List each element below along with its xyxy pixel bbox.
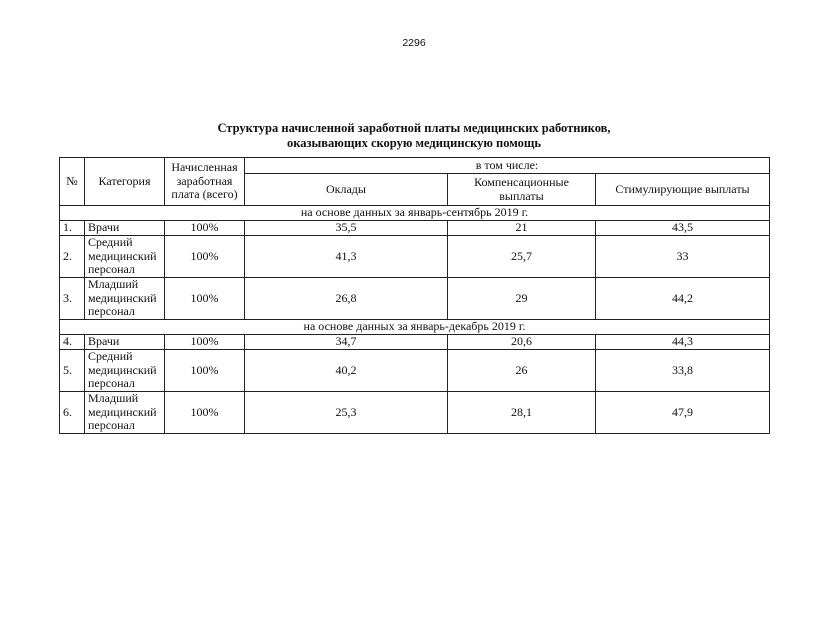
- row-total: 100%: [165, 278, 245, 320]
- row-salaries: 26,8: [245, 278, 448, 320]
- header-salaries: Оклады: [245, 174, 448, 206]
- table-row: [60, 350, 770, 392]
- row-incentive: 33: [596, 236, 770, 278]
- header-incentive: Стимулирующие выплаты: [596, 174, 770, 206]
- salary-structure-table: [59, 157, 770, 434]
- row-category: Младший медицинский персонал: [85, 392, 165, 434]
- row-category: Средний медицинский персонал: [85, 236, 165, 278]
- table-row: [60, 392, 770, 434]
- header-num: №: [60, 158, 85, 206]
- row-compensation: 21: [448, 221, 596, 236]
- row-num: 1.: [60, 221, 85, 236]
- table-row: [60, 335, 770, 350]
- row-incentive: 47,9: [596, 392, 770, 434]
- row-incentive: 44,2: [596, 278, 770, 320]
- row-total: 100%: [165, 350, 245, 392]
- row-compensation: 28,1: [448, 392, 596, 434]
- header-total: Начисленная заработная плата (всего): [165, 158, 245, 206]
- table-title-line-2: оказывающих скорую медицинскую помощь: [286, 136, 542, 150]
- table-title: [0, 121, 828, 151]
- table-title-line-1: Структура начисленной заработной платы медицинских работников,: [217, 121, 611, 135]
- row-num: 4.: [60, 335, 85, 350]
- row-category: Младший медицинский персонал: [85, 278, 165, 320]
- row-category: Средний медицинский персонал: [85, 350, 165, 392]
- row-compensation: 20,6: [448, 335, 596, 350]
- row-total: 100%: [165, 236, 245, 278]
- section-title: на основе данных за январь-декабрь 2019 г.: [60, 320, 770, 335]
- row-num: 3.: [60, 278, 85, 320]
- row-total: 100%: [165, 221, 245, 236]
- row-compensation: 26: [448, 350, 596, 392]
- table-row: [60, 278, 770, 320]
- row-total: 100%: [165, 335, 245, 350]
- row-incentive: 43,5: [596, 221, 770, 236]
- row-num: 6.: [60, 392, 85, 434]
- row-incentive: 44,3: [596, 335, 770, 350]
- row-salaries: 41,3: [245, 236, 448, 278]
- row-salaries: 35,5: [245, 221, 448, 236]
- page-number: 2296: [402, 37, 426, 49]
- section-title: на основе данных за январь-сентябрь 2019 г.: [60, 206, 770, 221]
- header-category: Категория: [85, 158, 165, 206]
- row-category: Врачи: [85, 221, 165, 236]
- row-salaries: 40,2: [245, 350, 448, 392]
- table-row: [60, 221, 770, 236]
- row-compensation: 25,7: [448, 236, 596, 278]
- table-row: [60, 236, 770, 278]
- row-compensation: 29: [448, 278, 596, 320]
- header-compensation: Компенсационные выплаты: [448, 174, 596, 206]
- header-row-1: [60, 158, 770, 174]
- row-incentive: 33,8: [596, 350, 770, 392]
- row-salaries: 25,3: [245, 392, 448, 434]
- row-category: Врачи: [85, 335, 165, 350]
- header-including: в том числе:: [245, 158, 770, 174]
- row-num: 5.: [60, 350, 85, 392]
- section-row: [60, 320, 770, 335]
- row-num: 2.: [60, 236, 85, 278]
- section-row: [60, 206, 770, 221]
- row-salaries: 34,7: [245, 335, 448, 350]
- row-total: 100%: [165, 392, 245, 434]
